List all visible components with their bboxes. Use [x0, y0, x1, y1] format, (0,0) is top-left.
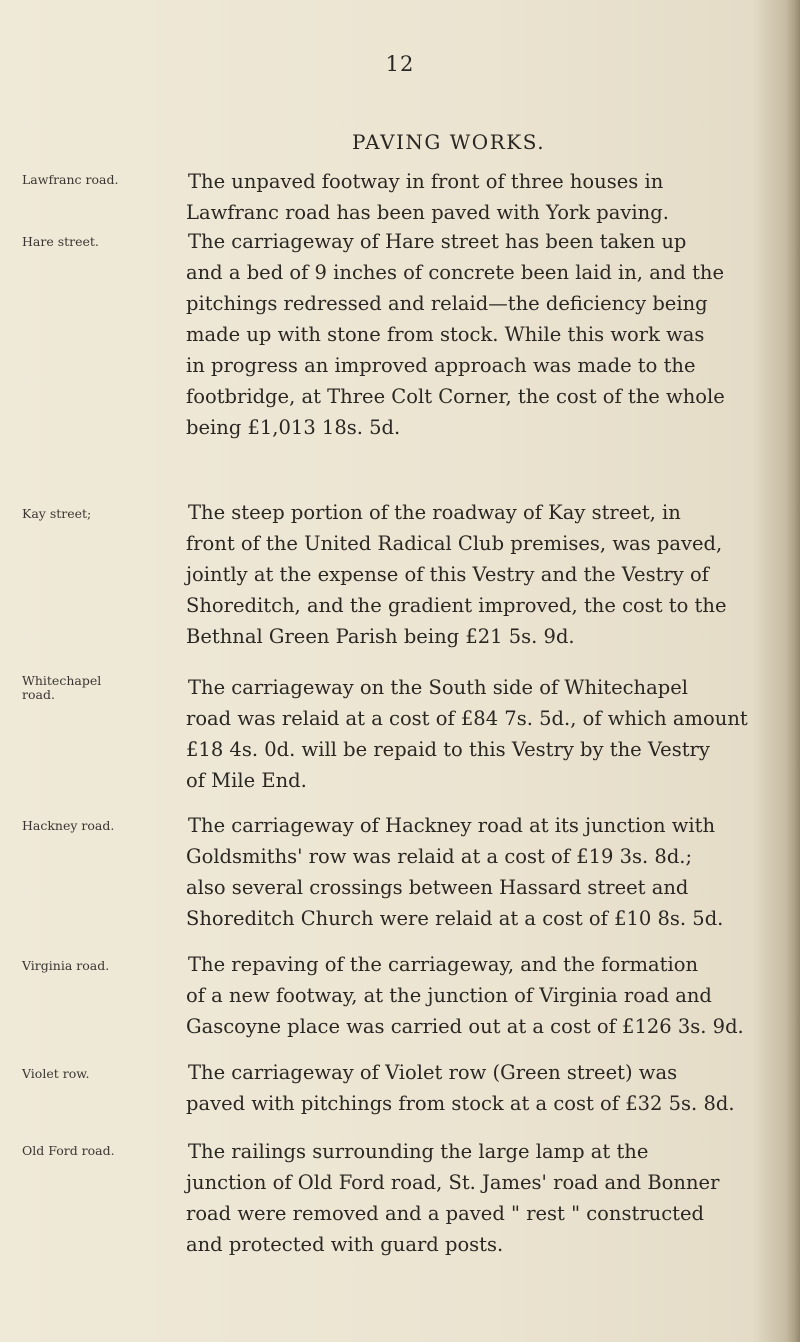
text-line: Gascoyne place was carried out at a cost of £126 3s. 9d.: [186, 1015, 744, 1038]
text-line: in progress an improved approach was made to the: [186, 354, 696, 377]
text-line: Lawfranc road has been paved with York paving.: [186, 201, 669, 224]
paragraph-text: [186, 166, 782, 228]
margin-note: Hare street.: [22, 234, 99, 249]
text-line: Shoreditch, and the gradient improved, the cost to the: [186, 594, 727, 617]
paragraph-text: [186, 497, 782, 652]
page-edge-shadow: [786, 0, 800, 1342]
text-line: The unpaved footway in front of three houses in: [188, 170, 664, 193]
margin-note: Whitechapel road.: [22, 673, 102, 702]
text-line: The carriageway of Violet row (Green street) was: [188, 1061, 678, 1084]
text-line: road was relaid at a cost of £84 7s. 5d., of which amount: [186, 707, 748, 730]
text-line: footbridge, at Three Colt Corner, the cost of the whole: [186, 385, 725, 408]
section-title: PAVING WORKS.: [352, 130, 546, 154]
text-line: Goldsmiths' row was relaid at a cost of £19 3s. 8d.;: [186, 845, 693, 868]
paragraph-text: [186, 1136, 782, 1260]
text-line: made up with stone from stock. While this work was: [186, 323, 705, 346]
text-line: of Mile End.: [186, 769, 307, 792]
text-line: front of the United Radical Club premises, was paved,: [186, 532, 723, 555]
margin-note: Violet row.: [22, 1066, 90, 1081]
text-line: The railings surrounding the large lamp at the: [188, 1140, 649, 1163]
text-line: The carriageway on the South side of Whitechapel: [188, 676, 688, 699]
paragraph-text: [186, 1057, 782, 1119]
margin-note: Old Ford road.: [22, 1143, 115, 1158]
paragraph-text: [186, 226, 782, 443]
page-number: 12: [385, 52, 415, 76]
margin-note: Kay street;: [22, 506, 92, 521]
text-line: and a bed of 9 inches of concrete been laid in, and the: [186, 261, 725, 284]
text-line: junction of Old Ford road, St. James' road and Bonner: [186, 1171, 720, 1194]
text-line: being £1,013 18s. 5d.: [186, 416, 401, 439]
paragraph-text: [186, 672, 782, 796]
text-line: also several crossings between Hassard street and: [186, 876, 689, 899]
margin-note: Lawfranc road.: [22, 172, 119, 187]
paragraph-text: [186, 810, 782, 934]
text-line: and protected with guard posts.: [186, 1233, 504, 1256]
text-line: £18 4s. 0d. will be repaid to this Vestry by the Vestry: [186, 738, 710, 761]
text-line: Bethnal Green Parish being £21 5s. 9d.: [186, 625, 575, 648]
text-line: The carriageway of Hare street has been taken up: [188, 230, 687, 253]
text-line: The repaving of the carriageway, and the formation: [188, 953, 699, 976]
text-line: of a new footway, at the junction of Virginia road and: [186, 984, 712, 1007]
margin-note: Hackney road.: [22, 818, 115, 833]
text-line: road were removed and a paved " rest " constructed: [186, 1202, 704, 1225]
text-line: paved with pitchings from stock at a cost of £32 5s. 8d.: [186, 1092, 735, 1115]
paragraph-text: [186, 949, 782, 1042]
text-line: Shoreditch Church were relaid at a cost of £10 8s. 5d.: [186, 907, 724, 930]
text-line: jointly at the expense of this Vestry and the Vestry of: [186, 563, 709, 586]
text-line: The steep portion of the roadway of Kay street, in: [188, 501, 681, 524]
text-line: pitchings redressed and relaid—the deficiency being: [186, 292, 708, 315]
text-line: The carriageway of Hackney road at its junction with: [188, 814, 716, 837]
margin-note: Virginia road.: [22, 958, 110, 973]
